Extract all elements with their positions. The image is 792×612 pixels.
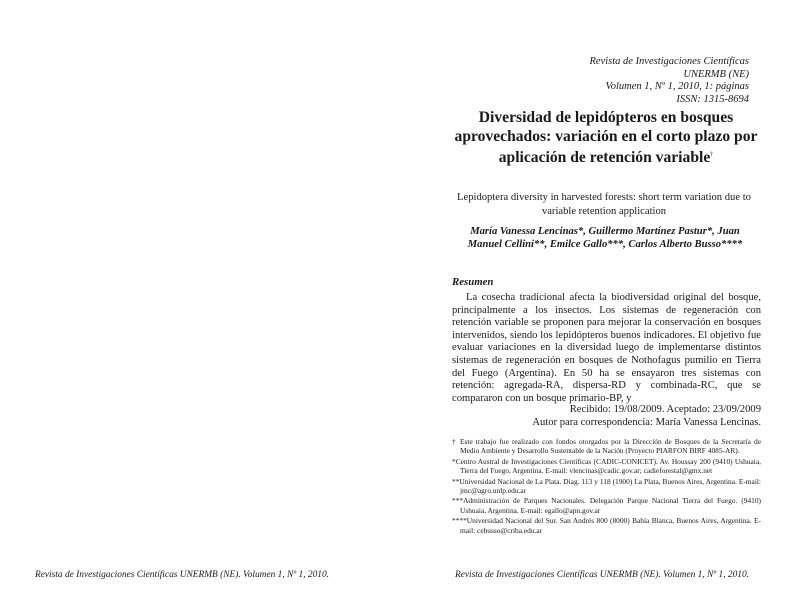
correspondence-author: Autor para correspondencia: María Vanessa Lencinas. [532, 416, 761, 428]
journal-institution: UNERMB (NE) [683, 68, 749, 80]
journal-issn: ISSN: 1315-8694 [676, 93, 749, 105]
paper-title-text: Diversidad de lepidópteros en bosques aprovechados: variación en el corto plazo por aplicación de retención variable [454, 109, 758, 167]
title-footnote-mark: † [710, 152, 714, 158]
abstract-text: La cosecha tradicional afecta la biodiversidad original del bosque, principalmente a los insectos. Los sistemas de regeneración con retención variable se proponen para mejorar la conservación en bosques intervenidos, siendo los lepidópteros buenos indicadores. El objetivo fue evaluar variaciones en la diversidad luego de implementarse distintos sistemas de regeneración en bosques de Nothofagus pumilio en Tierra del Fuego (Argentina). En 50 ha se ensayaron tres sistemas con retención: agregada-RA, dispersa-RD y combinada-RC, que se compararon con un bosque primario-BP, y [452, 292, 761, 404]
abstract-heading: Resumen [452, 276, 494, 288]
footnotes [452, 437, 761, 536]
dates-block [452, 404, 761, 429]
footnote-affiliation-1: *Centro Austral de Investigaciones Científicas (CADIC-CONICET). Av. Houssay 200 (9410) Ushuaia, Tierra del Fuego, Argentina. E-mail: vlencinas@cadic.gov.ar; cadieforestal@gmx.net [452, 456, 761, 476]
footer-right: Revista de Investigaciones Científicas UNERMB (NE). Volumen 1, Nº 1, 2010. [455, 570, 749, 580]
paper-subtitle: Lepidoptera diversity in harvested forests: short term variation due to variable retention application [457, 192, 751, 217]
footer-left: Revista de Investigaciones Científicas UNERMB (NE). Volumen 1, Nº 1, 2010. [35, 570, 329, 580]
footnote-affiliation-3: ***Administración de Parques Nacionales. Delegación Parque Nacional Tierra del Fuego. (9410) Ushuaia, Argentina. E-mail: egallo@apn.gov.ar [452, 496, 761, 515]
journal-volume: Volumen 1, Nº 1, 2010, 1: páginas [605, 81, 749, 92]
paper-title [450, 109, 762, 168]
journal-name: Revista de Investigaciones Científicas [589, 56, 749, 67]
received-accepted-dates: Recibido: 19/08/2009. Aceptado: 23/09/2009 [569, 404, 761, 415]
footnote-affiliation-2: **Universidad Nacional de La Plata. Diag. 113 y 118 (1900) La Plata, Buenos Aires, Argentina. E-mail: jmc@agro.unlp.edu.ar [452, 476, 761, 496]
journal-header [489, 56, 749, 106]
footnote-funding: † Este trabajo fue realizado con fondos otorgados por la Dirección de Bosques de la Secretaría de Medio Ambiente y Desarrollo Sustentable de la Nación (Proyecto PIARFON BIRF 4085-AR). [452, 437, 761, 456]
author-list: María Vanessa Lencinas*, Guillermo Martínez Pastur*, Juan Manuel Cellini**, Emilce Gallo***, Carlos Alberto Busso**** [467, 226, 743, 250]
footnote-affiliation-4: ****Universidad Nacional del Sur. San Andrés 800 (8000) Bahía Blanca, Buenos Aires, Argentina. E-mail: cebusso@criba.edu.ar [452, 516, 761, 535]
